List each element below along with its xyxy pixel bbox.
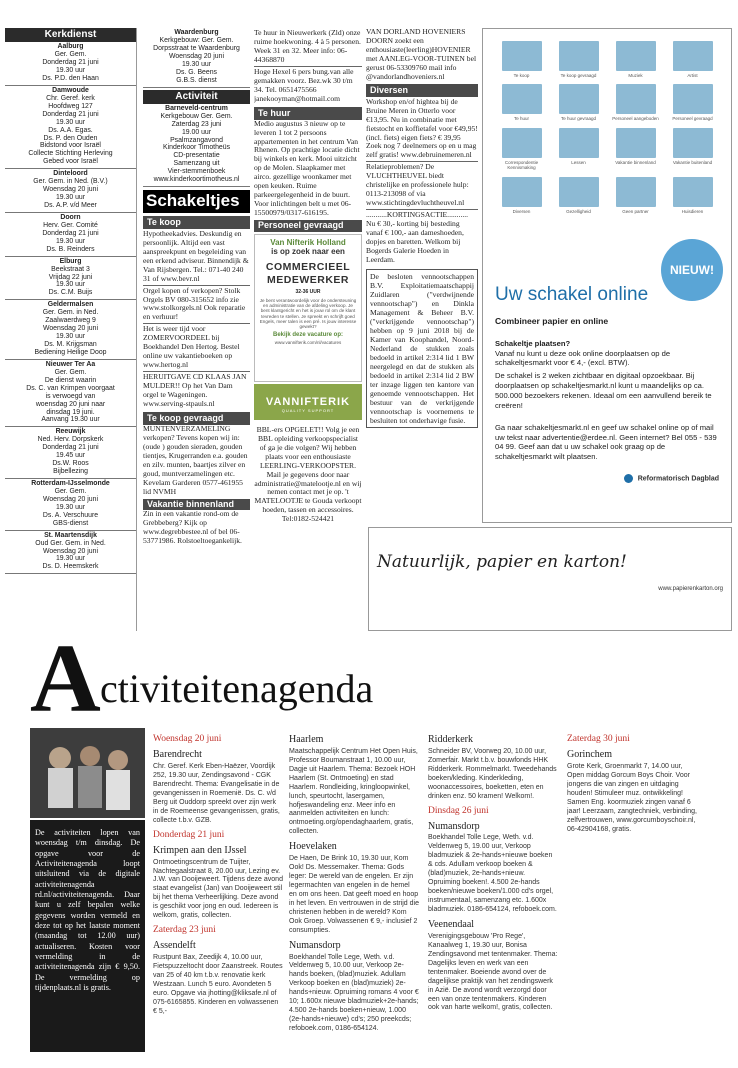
- agenda-entry: [428, 919, 558, 1013]
- church-line: Woensdag 20 juni: [42, 325, 99, 333]
- column-4: [366, 28, 478, 523]
- category-icon-label: Diversen: [512, 208, 531, 214]
- agenda-entry: [428, 821, 558, 915]
- church-town: Nieuwer Ter Aa: [45, 360, 96, 368]
- classified-ad: Orgel kopen of verkopen? Stolk Orgels BV 080-315652 info zie www.stolkorgels.nl Ook reparatie en verhuur!: [143, 285, 250, 324]
- category-icon[interactable]: [502, 128, 542, 158]
- church-line: Donderdag 21 juni: [42, 444, 99, 452]
- vanniftrik-brand: Van Nifterik Holland: [270, 237, 346, 247]
- church-line: Bijbellezing: [53, 468, 88, 476]
- church-line: dinsdag 19 juni.: [46, 408, 95, 416]
- church-line: Ds. A.P. v/d Meer: [44, 202, 97, 209]
- church-line: Donderdag 21 juni: [42, 59, 99, 67]
- category-icon-cell: [495, 84, 548, 121]
- church-line: Ger. Gem.: [54, 51, 87, 59]
- category-icon[interactable]: [616, 84, 656, 114]
- church-line: De dienst waarin: [44, 376, 97, 384]
- church-line: Woensdag 20 juni: [42, 495, 99, 503]
- category-icon[interactable]: [502, 84, 542, 114]
- choir-photo-image: [30, 728, 145, 818]
- church-entry: [5, 531, 136, 575]
- kerkdienst-column: [5, 28, 137, 631]
- agenda-town: Gorinchem: [567, 749, 612, 761]
- church-line: Chr. Geref. kerk: [46, 94, 95, 102]
- gevraagd-ad: MUNTENVERZAMELING verkopen? Tevens kopen wij in: (oude ) gouden sieraden, gouden tientjes, Krugerranden e.a. gouden en zilv. munten, baartjes zilver en goud, muntverzamelingen etc. Kevelam Garderen 0577-461955 lid NVMH: [143, 423, 248, 496]
- category-icon-cell: [552, 41, 605, 78]
- tehuur-title: Te huur: [254, 107, 362, 120]
- church-line: Dorpsstraat te Waardenburg: [153, 44, 240, 52]
- category-icon-label: Te koop gevraagd: [560, 73, 597, 78]
- category-icon-cell: [552, 177, 605, 214]
- church-line: Kinderkoor Timotheüs: [162, 144, 231, 152]
- agenda-town: Numansdorp: [428, 820, 480, 832]
- church-entry: [5, 86, 136, 169]
- category-icon-label: Geen partner: [622, 208, 649, 214]
- agenda-column-4: [567, 730, 697, 1060]
- activiteit-title: Activiteit: [143, 90, 250, 104]
- category-icon-label: Muziek: [628, 73, 643, 78]
- category-icon-label: Gezelligheid: [566, 208, 591, 214]
- church-line: Psalmzangavond: [170, 136, 223, 144]
- agenda-photo: [30, 728, 145, 818]
- church-list: [5, 42, 136, 574]
- church-line: Ger. Gem. in Ned.: [42, 309, 99, 317]
- category-icon[interactable]: [502, 177, 542, 207]
- diversen-title: Diversen: [366, 84, 478, 97]
- church-line: Ds. A.A. Egas.: [48, 126, 93, 134]
- agenda-town: Veenendaal: [428, 919, 475, 931]
- church-town: Aalburg: [57, 43, 84, 51]
- church-town: St. Maartensdijk: [44, 531, 97, 539]
- church-line: 19.30 uur: [55, 333, 86, 341]
- agenda-town: Numansdorp: [289, 939, 341, 951]
- agenda-town: Krimpen aan den IJssel: [153, 844, 247, 856]
- classified-ad: Hypotheekadvies. Deskundig en persoonlijk. Altijd een vast aanspreekpunt en begeleiding van een erkend adviseur. Binnendijk & Van Rijsbergen. Tel.: 071-40 240 31 of www.bevr.nl: [143, 228, 249, 283]
- agenda-entry: [567, 749, 697, 834]
- category-icon-label: Artist: [687, 73, 698, 78]
- agenda-date: Zaterdag 23 juni: [153, 925, 216, 936]
- category-icon-label: Te huur: [513, 116, 529, 122]
- church-town: Reeuwijk: [55, 428, 86, 436]
- agenda-intro: De activiteiten lopen van woensdag t/m dinsdag. De opgave voor de Activiteitenagenda loopt uitsluitend via de digitale activiteitenagenda rd.nl/activiteitenagenda. Daar kunt u zelf bepalen welke gegevens worden vermeld en deze tot op het laatste moment (maandag tot 12.00 uur) actualiseren. Kosten voor vermelding in de activiteitenagenda zijn € 9,50. De vermelding op tijdenplaats.nl is gratis.: [30, 820, 145, 1052]
- agenda-column-2: [289, 730, 419, 1060]
- church-line: Ger. Gem.: [54, 368, 87, 376]
- classified-ad: Relatieproblemen? De VLUCHTHEUVEL biedt christelijke en professionele hulp: 0113-213098 of via www.stichtingdevluchtheuvel.nl: [366, 161, 478, 209]
- classified-ad: HERUITGAVE CD KLAAS JAN MULDER!! Op het Van Dam orgel te Wageningen. www.serving-stpauls.nl: [143, 371, 250, 410]
- agenda-date: Zaterdag 30 juni: [567, 734, 630, 744]
- category-icon[interactable]: [673, 84, 713, 114]
- church-line: G.B.S. dienst: [176, 76, 217, 84]
- classified-ad: Hoge Hexel 6 pers bung.van alle gemakken voorz. Bez.wk 30 t/m 34. Tel. 0651475566 janekooyman@hotmail.com: [254, 66, 362, 105]
- category-icon[interactable]: [502, 41, 542, 71]
- vanniftrik-role2: MEDEWERKER: [266, 273, 349, 286]
- agenda-text: Maatschappelijk Centrum Het Open Huis, Professor Boumanstraat 1, 10.00 uur, Dagje uit Haarlem. Thema: Bezoek HOH Haarlem (St. Ontmoeting) en stad Haarlem. Rondleiding, kringloopwinkel, lunch, speurtocht, lasergamen, hofjeswandeling enz. Meer info en aanmelden activiteiten en lunch: ontmoeting.org/opendaghaarlem, gratis, collecten.: [289, 747, 418, 836]
- church-town: Rotterdam-IJsselmonde: [31, 480, 110, 487]
- papier-slogan: Natuurlijk, papier en karton!: [377, 552, 627, 572]
- agenda-entry: [289, 940, 419, 1034]
- hoveniers-ad: VAN DORLAND HOVENIERS DOORN zoekt een enthousiaste(leerling)HOVENIER met AANLEG-VOOR-TUINEN bel gerust 06-53309760 mail info @vandorlandhoveniers.nl: [366, 28, 477, 81]
- category-icon-cell: [666, 177, 719, 214]
- church-entry: [5, 479, 136, 531]
- agenda-text: Verenigingsgebouw 'Pro Rege', Kanaalweg 1, 19.30 uur, Bonisa Zendingsavond met tentenmaker. Thema: Dagelijks leven en werk van een tentenmaker. Boeiende avond over de dagelijkse praktijk van het zendingswerk in Azië. De avond wordt verzorgd door een van onze tentenmakers. Kinderen ook van harte welkom!, gratis, collecten.: [428, 932, 558, 1012]
- church-entry: [5, 427, 136, 479]
- church-line: 19.30 uur: [55, 118, 86, 126]
- vakantie-title: Vakantie binnenland: [143, 499, 250, 510]
- category-icon-label: Lessen: [571, 159, 586, 165]
- vanniftrik-hours: 32-36 UUR: [295, 288, 321, 295]
- church-line: Ds. C. van Krimpen voorgaat: [26, 384, 115, 392]
- column-2: [143, 28, 250, 631]
- church-line: Gebed voor Israël: [43, 158, 98, 166]
- church-line: 19.30 uur: [55, 281, 86, 289]
- church-town: Damwoude: [52, 86, 89, 94]
- church-line: Donderdag 21 juni: [42, 110, 99, 118]
- agenda-big-letter: A: [30, 640, 101, 720]
- classified-ad: Workshop en/of hightea bij de Bruine Meren in Otterlo voor €13,95. Nu in combinatie met fietstocht en koffietafel voor €49,95! (incl. fiets) eigen fiets? € 39,95 Zoek nog 7 deelnemers op en u mag zelf gratis! www.debruinemeren.nl: [366, 96, 478, 160]
- church-line: Samenzang uit: [173, 160, 220, 168]
- fusie-notice: De besloten vennootschappen B.V. Exploitatiemaatschappij Zuidlaren ("verdwijnende vennootschap") en Dinkla Management & Beheer B.V. ("verkrijgende vennootschap") hebben op 9 juni 2018 bij de Kamer van Koophandel, Noord-Nederland de stukken zoals bedoeld in artikel 2:314 lid 1 BW neergelegd en dat de stukken als bedoeld in artikel 2:314 lid 2 BW ter inzage liggen ten kantore van genoemde vennootschappen. Het bestuur van de verkrijgende vennootschap is voornemens te besluiten tot onderhavige fusie.: [366, 269, 478, 429]
- category-icon[interactable]: [616, 128, 656, 158]
- church-line: is verwoegd van: [45, 392, 96, 400]
- church-line: Ds. C.M. Buijs: [48, 289, 93, 297]
- agenda-column-3: [428, 730, 558, 1060]
- church-line: Beekstraat 3: [51, 265, 90, 273]
- category-icon[interactable]: [616, 41, 656, 71]
- category-icon-cell: [552, 84, 605, 121]
- church-line: Zaalwaerdweg 9: [45, 317, 96, 325]
- agenda-town: Barendrecht: [153, 749, 202, 761]
- church-line: Ds. M. Krijgsman: [44, 341, 97, 348]
- schakeltjes-title: Schakeltjes: [143, 190, 250, 213]
- vanniftrik-link-label: Bekijk deze vacature op:: [272, 332, 344, 339]
- church-line: Ger. Gem.: [54, 487, 87, 495]
- agenda-text: Chr. Geref. Kerk Eben-Haëzer, Voordijk 252, 19.30 uur, Zendingsavond - CGK Barendrecht. Thema: Evangelisatie in de gevangenissen in Roemenië. Ds. C. v/d Berg uit Ouddorp spreekt over zijn werk in de Roemeense gevangenissen, gratis, collecte t.b.v. GZB.: [153, 762, 280, 824]
- church-town: Doorn: [60, 213, 81, 221]
- category-icon[interactable]: [559, 177, 599, 207]
- church-line: GBS-dienst: [52, 519, 89, 527]
- church-line: 19.30 uur: [55, 237, 86, 245]
- category-icon[interactable]: [559, 84, 599, 114]
- tekoop-gevraagd-title: Te koop gevraagd: [143, 412, 250, 425]
- category-icon-label: Correspondentie Kennismaking: [504, 159, 539, 171]
- agenda-text: Schneider BV, Voorweg 20, 10.00 uur, Zomerfair. Markt t.b.v. bouwfonds HHK Ridderkerk. Rommelmarkt. Tweedehands boeken/kleding. Kinderkleding, woonaccessoires, boeketten, eten en drinken enz. 50 kramen! Welkom!.: [428, 747, 557, 800]
- vanniftrik-role1: COMMERCIEEL: [265, 261, 351, 274]
- agenda-date: Dinsdag 26 juni: [428, 805, 489, 816]
- classified-ad: Te huur in Nieuwerkerk (Zld) onze ruime hoekwoning. 4 à 5 personen. Week 31 en 32. Meer info: 06-44368870: [254, 28, 361, 64]
- church-line: Ds. P.D. den Haan: [42, 74, 99, 82]
- church-line: Ds. B. Reinders: [46, 245, 95, 253]
- schakel-title: Uw schakel online: [495, 284, 649, 305]
- rd-brand: Reformatorisch Dagblad: [495, 474, 719, 484]
- category-icon[interactable]: [673, 128, 713, 158]
- vanniftrik-logo-block: [254, 384, 362, 420]
- church-line: 19.00 uur: [181, 128, 212, 136]
- church-line: Kerkgebouw Ger. Gem.: [160, 112, 233, 120]
- agenda-text: De Haen, De Brink 10, 19.30 uur, Kom Ook! Ds. Messemaker. Thema: Gods leger: De wereld van de engelen. Er zijn legermachten van engelen in de hemel en om ons heen. Dat geeft moed en hoop in het leven. En vertrouwen in de strijd die christenen hebben in de wereld? Kom Ook Groep. Volwassenen € 9,- inclusief 2 consumpties.: [289, 855, 419, 934]
- agenda-text: Grote Kerk, Groenmarkt 7, 14.00 uur, Open middag Gorcum Boys Choir. Voor jongens die van zingen en uitdaging houden! Stimuleer muz. ontwikkeling! Samen Eng. koormuziek zingen vanaf 6 jaar! Leerzaam, zangtechniek, verbinding, zelfvertrouwen, www.gorcumboyschoir.nl, 06-42904168, gratis.: [567, 762, 697, 833]
- agenda-entry: [153, 940, 283, 1016]
- church-line: Aanvang 19.30 uur: [41, 416, 100, 424]
- church-line: Vrijdag 22 juni: [48, 273, 93, 281]
- agenda-text: Boekhandel Tolle Lege, Weth. v.d. Veldenweg 5, 10.00 uur, Verkoop 2e-hands boeken, (blad)muziek. Adullam Verkoop boeken en (blad)muziek) 2e-hands+nieuw. Opruiming romans 4 voor € 10; 1.600x nieuwe bladmuziek+2e-hands; 4.500 2e-hands boeken+nieuw, 1.000 (2e-hands+nieuwe) cd's; 250 preekcds; refoboek.com, 0186-654124.: [289, 953, 419, 1033]
- church-line: Woensdag 20 juni: [42, 547, 99, 555]
- church-line: 19.30 uur: [55, 194, 86, 202]
- church-line: 19.30 uur: [55, 503, 86, 511]
- church-line: 19.30 uur: [55, 555, 86, 563]
- agenda-text: Ontmoetingscentrum de Tuijter, Nachtegaalstraat 8, 20.00 uur, Lezing ev. J.W. van Dooijeweert. Tijdens deze avond staat evangelist (Jan) van Dooijeweert stil bij het thema Verheerlijking. Deze avond is geschikt voor jong en oud. Iedereen is welkom, gratis, collecten.: [153, 858, 283, 920]
- category-icon-cell: [495, 177, 548, 214]
- church-entry: [5, 257, 136, 301]
- agenda-town: Ridderkerk: [428, 734, 473, 745]
- schakel-p3: Ga naar schakeltjesmarkt.nl en geef uw schakel online op of mail uw tekst naar advertentie@erdee.nl. Geen internet? Bel 055 - 539 04 99. Geef aan dat u uw schakel ook graag op de schakeltjesmarkt wilt plaatsen.: [495, 422, 717, 462]
- category-icon-cell: [609, 128, 662, 171]
- agenda-text: Boekhandel Tolle Lege, Weth. v.d. Veldenweg 5, 19.00 uur, Verkoop bladmuziek & 2e-hands+nieuwe boeken & cds. Adullam verkoop boeken & (blad)muziek, 2e-hands+nieuw. Opruiming boeken!. 4.500 2e-hands boeken/nieuwe boeken/1.000 cd's orgel, instrumentaal, samenzang etc. 1.600x bladmuziek. 0186-654124, refoboek.com.: [428, 834, 557, 914]
- papier-url[interactable]: www.papierenkarton.org: [658, 586, 723, 592]
- category-icon-label: Vakantie binnenland: [615, 159, 656, 165]
- category-icon-cell: [609, 41, 662, 78]
- church-line: 19.45 uur: [55, 452, 86, 460]
- bbl-ad: BBL-ers OPGELET!! Volg je een BBL opleiding verkoopspecialist of ga je die volgen? Wij hebben plaats voor een enthousiaste LEERLING-VERKOOPSTER. Mail je gegevens door naar administratie@matelootje.nl en wij nemen contact met je op. 't MATELOOTJE te Gouda verkoopt hoeden, tassen en accessoires. Tel:0182-524421: [254, 424, 362, 524]
- agenda-entry: [153, 749, 283, 825]
- category-icon-cell: [552, 128, 605, 171]
- church-line: Herv. Ger. Comité: [43, 221, 98, 229]
- category-icon-cell: [666, 84, 719, 121]
- church-line: Ned. Herv. Dorpskerk: [37, 436, 104, 444]
- category-icon-label: Te koop: [513, 73, 530, 78]
- church-line: Donderdag 21 juni: [42, 229, 99, 237]
- church-line: Collecte Stichting Herleving: [28, 150, 113, 158]
- category-icon[interactable]: [559, 128, 599, 158]
- church-line: Ds. D. Heemskerk: [42, 563, 99, 571]
- agenda-column-1: [153, 730, 283, 1060]
- kerkdienst-title: Kerkdienst: [5, 28, 136, 42]
- category-icon-label: Personeel gevraagd: [672, 116, 713, 122]
- col3-top-ads: [254, 28, 362, 105]
- category-icon[interactable]: [616, 177, 656, 207]
- church-line: woensdag 20 juni naar: [35, 400, 106, 408]
- category-icon-label: Personeel aangeboden: [612, 116, 659, 122]
- church-line: Zaterdag 23 juni: [171, 120, 222, 128]
- schakel-question: Schakeltje plaatsen?: [495, 338, 571, 348]
- agenda-town: Hoevelaken: [289, 841, 337, 853]
- agenda-entry: [289, 734, 419, 837]
- church-line: Ds.W. Roos: [52, 460, 89, 468]
- category-icon[interactable]: [673, 177, 713, 207]
- category-icon-label: Huisdieren: [681, 208, 704, 214]
- agenda-town: Assendelft: [153, 940, 196, 952]
- vanniftrik-body: Je bent verantwoordelijk voor de ondersteuning en administratie van de afdeling verkoop. Je bent klantgericht en het is jouw rol om de klant tevreden te stellen. Je spreekt en schrijft goed Engels, meer talen is een pré. Is jouw interesse gewekt?: [259, 297, 357, 330]
- church-line: Bediening Heilige Doop: [34, 348, 107, 356]
- church-barneveld: Barneveld-centrum Kerkgebouw Ger. Gem. Zaterdag 23 juni 19.00 uur Psalmzangavond Kinderkoor Timotheüs CD-presentatie Samenzang uit Vier-stemmenboek www.kinderkoortimotheus.nl: [143, 104, 250, 187]
- vakantie-ad: Zin in een vakantie rond-om de Grebbeberg? Kijk op www.degrebbestee.nl of bel 06-53771986. Rolstoeltoegankelijk.: [143, 508, 242, 545]
- church-line: 19.30 uur: [55, 67, 86, 74]
- agenda-text: Rustpunt Bax, Zeedijk 4, 10.00 uur, Fietspuzzeltocht door Zaanstreek. Routes van 25 of 40 km t.b.v. renovatie kerk Westzaan. Lunch 5 euro. Avondeten 5 euro. Opgave via jhotting@kliksafe.nl of 075-6165855. Kinderen en volwassenen € 5,-: [153, 954, 283, 1015]
- church-town: Dinteloord: [53, 170, 88, 178]
- church-entry: [5, 169, 136, 213]
- agenda-entry: [289, 841, 419, 935]
- category-icon-grid: [495, 41, 719, 214]
- church-waardenburg: Waardenburg Kerkgebouw: Ger. Gem. Dorpsstraat te Waardenburg Woensdag 20 juni 19.30 uur Ds. G. Beens G.B.S. dienst: [143, 28, 250, 88]
- agenda-entry: [153, 845, 283, 921]
- church-line: Ds. P. den Ouden: [43, 134, 98, 142]
- church-line: 19.30 uur: [181, 60, 212, 68]
- classified-ad: Het is weer tijd voor ZOMERVOORDEEL bij Boekhandel Den Hertog. Bestel online uw vakantieboeken op www.hertog.nl: [143, 323, 250, 371]
- classified-ad: ...........KORTINGSACTIE........... Nu € 30,- korting bij besteding vanaf € 100,- aan dameshoeden, dopjes en baretten. Welkom bij Bogerds Galerie Hoeden in Leerdam.: [366, 209, 478, 266]
- vanniftrik-logo: VANNIFTERIK: [265, 395, 351, 408]
- agenda-entry: [428, 734, 558, 802]
- agenda-date: Woensdag 20 juni: [153, 734, 222, 744]
- tehuur-ad: Medio augustus 3 nieuw op te leveren 1 tot 2 persoons appartementen in het centrum Van Rhenen. Op prachtige locatie dicht bij winkels en kerk. Mooi uitzicht op de Molen. Slaapkamer met airco. gezellige woonkamer met open keuken. Ruime parkeergelegenheid in de buurt. Voor inlichtingen belt u met 06-15500979/0317-616195.: [254, 118, 360, 218]
- vanniftrik-url[interactable]: www.vannifterik.com/nl/vacatures: [274, 339, 342, 345]
- column-3: [254, 28, 362, 631]
- church-entry: [5, 360, 136, 428]
- church-town: Geldermalsen: [47, 301, 94, 309]
- church-line: Ds. A. Verschuure: [42, 511, 99, 519]
- rd-logo-icon: [624, 474, 633, 483]
- agenda-heading: [30, 640, 730, 720]
- church-entry: [5, 300, 136, 360]
- category-icon-cell: [609, 84, 662, 121]
- church-line: Ds. G. Beens: [176, 68, 217, 76]
- church-line: Bidstond voor Israël: [40, 142, 101, 150]
- church-line: CD-presentatie: [173, 152, 220, 160]
- category-icon-label: Vakantie buitenland: [672, 159, 713, 165]
- vanniftrik-sub: is op zoek naar een: [271, 247, 345, 257]
- category-icon-cell: [666, 128, 719, 171]
- category-icon[interactable]: [673, 41, 713, 71]
- church-line: Oud Ger. Gem. in Ned.: [35, 539, 106, 547]
- personeel-title: Personeel gevraagd: [254, 220, 362, 231]
- category-icon-label: Te huur gevraagd: [560, 116, 597, 122]
- category-icon[interactable]: [559, 41, 599, 71]
- tekoop-title: Te koop: [143, 216, 250, 229]
- papier-karton-ad: [368, 527, 732, 631]
- tekoop-ads: [143, 229, 250, 410]
- diversen-ads: [366, 97, 478, 266]
- agenda-town: Haarlem: [289, 734, 324, 745]
- schakel-p1: Vanaf nu kunt u deze ook online doorplaatsen op de schakeltjesmarkt voor € 4,- (excl. BTW).: [495, 348, 671, 368]
- church-line: Ger. Gem. in Ned. (B.V.): [33, 178, 108, 186]
- schakel-p2: De schakel is 2 weken zichtbaar en digitaal opzoekbaar. Bij doorplaatsen op schakeltjesmarkt.nl kunt u maandelijks op ca. 500.000 bezoekers rekenen. Ideaal om een aanvullend bereik te creëren!: [495, 371, 712, 410]
- church-line: Kerkgebouw: Ger. Gem.: [159, 36, 234, 44]
- agenda-date: Donderdag 21 juni: [153, 829, 225, 840]
- church-entry: [5, 42, 136, 86]
- agenda-title: ctiviteitenagenda: [100, 666, 374, 711]
- schakel-subtitle: Combineer papier en online: [495, 316, 609, 327]
- category-icon-cell: [495, 41, 548, 78]
- nieuw-badge: NIEUW!: [661, 239, 723, 301]
- vanniftrik-ad: [254, 234, 362, 382]
- church-line: Woensdag 20 juni: [42, 186, 99, 194]
- schakel-online-box: [482, 28, 732, 523]
- church-town: Elburg: [59, 257, 82, 265]
- vanniftrik-tagline: QUALITY SUPPORT: [281, 407, 335, 413]
- church-line: Woensdag 20 juni: [168, 52, 225, 60]
- category-icon-cell: [609, 177, 662, 214]
- church-line: Vier-stemmenboek: [167, 168, 226, 176]
- church-entry: [5, 213, 136, 257]
- church-line: Hoofdweg 127: [48, 102, 93, 110]
- category-icon-cell: [666, 41, 719, 78]
- category-icon-cell: [495, 128, 548, 171]
- church-line: www.kinderkoortimotheus.nl: [153, 176, 240, 184]
